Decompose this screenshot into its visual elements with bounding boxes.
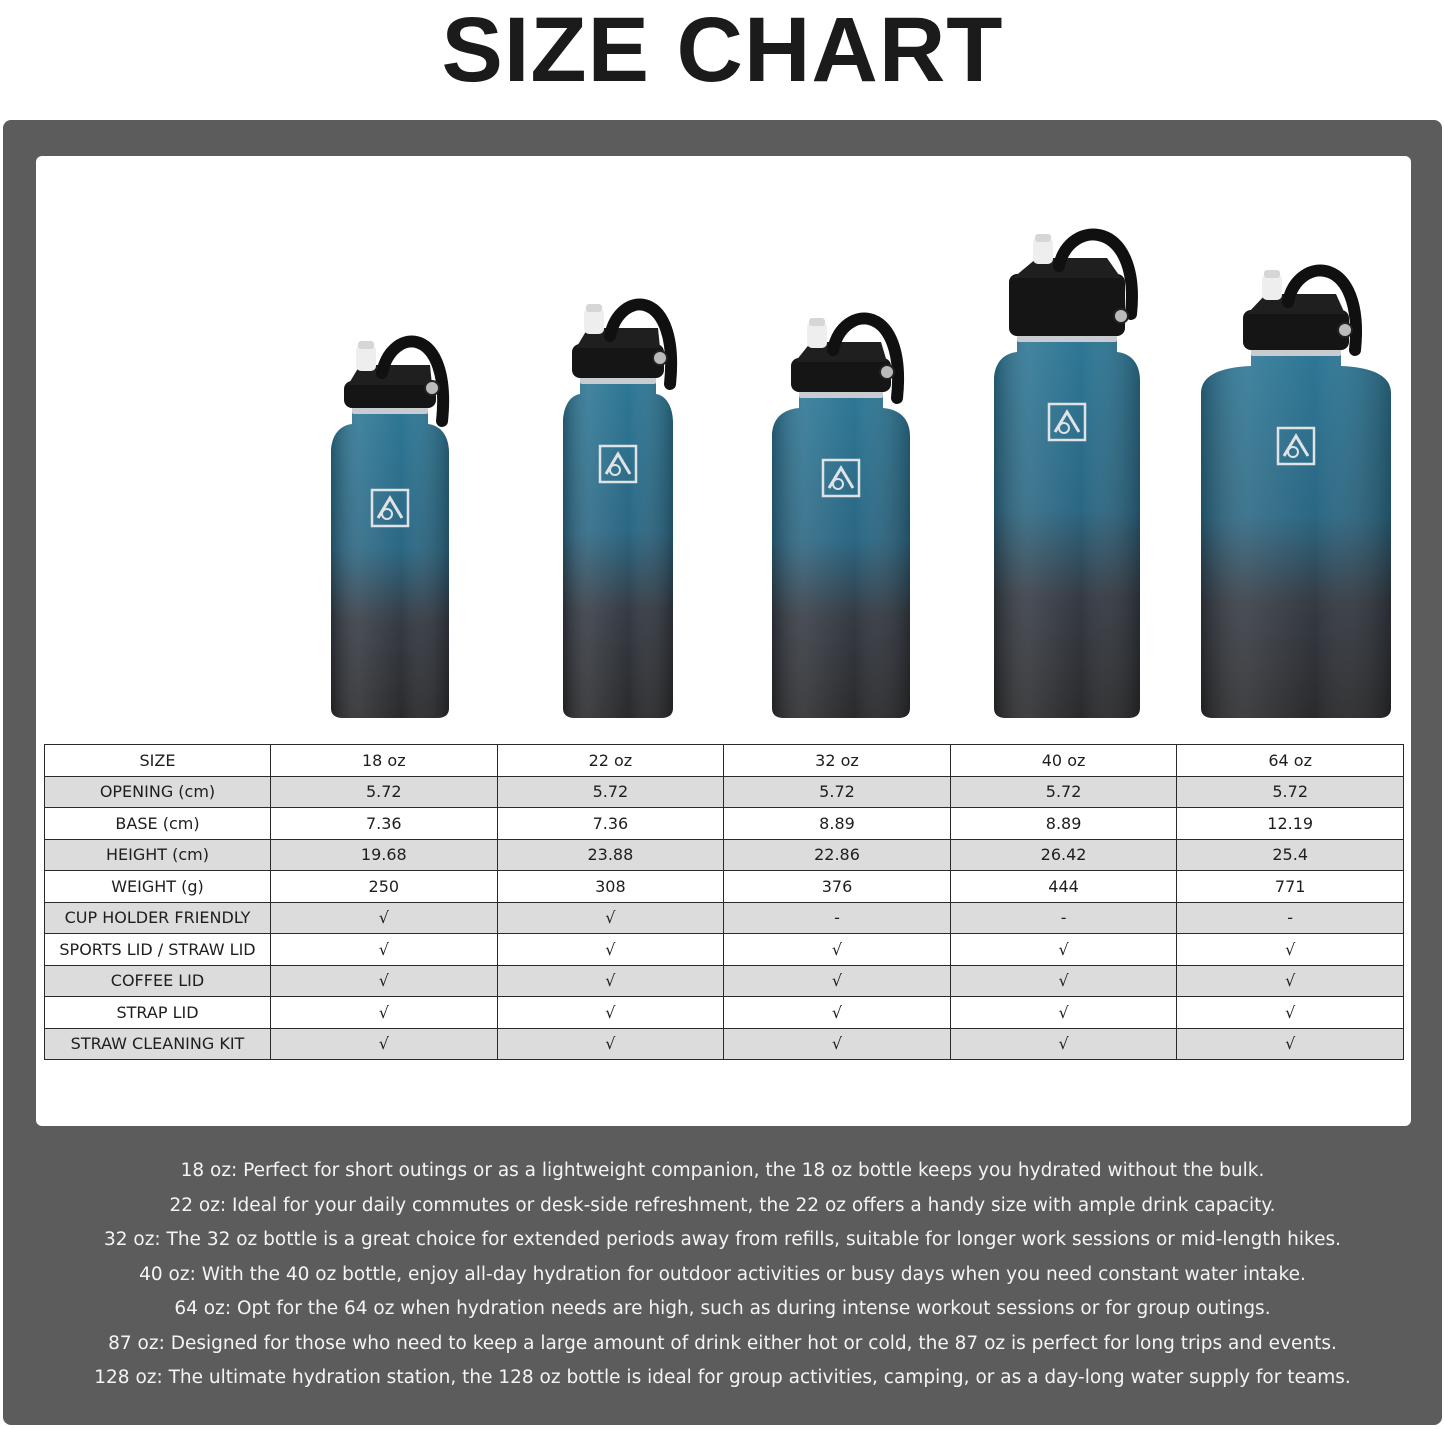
table-cell: 8.89 [950, 808, 1177, 840]
table-cell: √ [724, 965, 951, 997]
table-cell: √ [724, 934, 951, 966]
size-notes [3, 1154, 1442, 1396]
table-cell: 250 [271, 871, 498, 903]
table-cell: - [1177, 902, 1404, 934]
table-cell: √ [1177, 1028, 1404, 1060]
table-cell: √ [1177, 965, 1404, 997]
row-label-cell: STRAP LID [45, 997, 271, 1029]
table-cell: 376 [724, 871, 951, 903]
table-cell: √ [950, 997, 1177, 1029]
spec-table [44, 744, 1404, 1060]
table-cell: √ [497, 902, 724, 934]
size-note: 40 oz: With the 40 oz bottle, enjoy all-day hydration for outdoor activities or busy days when you need constant water intake. [139, 1263, 1306, 1285]
bottle-image [563, 304, 673, 718]
bottle-image [331, 341, 449, 718]
table-cell: √ [497, 997, 724, 1029]
table-cell: 444 [950, 871, 1177, 903]
table-row [45, 776, 1404, 808]
row-label-cell: SPORTS LID / STRAW LID [45, 934, 271, 966]
table-cell: 5.72 [950, 776, 1177, 808]
table-row [45, 871, 1404, 903]
table-cell: 64 oz [1177, 745, 1404, 777]
table-cell: 5.72 [497, 776, 724, 808]
table-cell: √ [271, 965, 498, 997]
table-cell: √ [950, 965, 1177, 997]
size-note: 22 oz: Ideal for your daily commutes or desk-side refreshment, the 22 oz offers a handy size with ample drink capacity. [169, 1194, 1276, 1216]
table-cell: 5.72 [1177, 776, 1404, 808]
table-cell: 5.72 [271, 776, 498, 808]
size-chart-card [36, 156, 1411, 1126]
table-cell: √ [950, 1028, 1177, 1060]
row-label-cell: HEIGHT (cm) [45, 839, 271, 871]
table-cell: √ [950, 934, 1177, 966]
table-cell: √ [271, 1028, 498, 1060]
size-note: 32 oz: The 32 oz bottle is a great choice for extended periods away from refills, suitable for longer work sessions or mid-length hikes. [103, 1229, 1342, 1250]
table-cell: 19.68 [271, 839, 498, 871]
table-row [45, 934, 1404, 966]
table-cell: 771 [1177, 871, 1404, 903]
table-cell: √ [1177, 934, 1404, 966]
table-cell: - [950, 902, 1177, 934]
table-header-row [45, 745, 1404, 777]
size-note: 64 oz: Opt for the 64 oz when hydration needs are high, such as during intense workout sessions or for group outings. [174, 1298, 1271, 1319]
table-cell: 32 oz [724, 745, 951, 777]
row-label-cell: STRAW CLEANING KIT [45, 1028, 271, 1060]
table-cell: √ [497, 934, 724, 966]
size-chart-panel [3, 120, 1442, 1425]
table-cell: 25.4 [1177, 839, 1404, 871]
bottle-image [772, 318, 910, 718]
table-row [45, 839, 1404, 871]
table-cell: 23.88 [497, 839, 724, 871]
table-row [45, 808, 1404, 840]
table-cell: 22.86 [724, 839, 951, 871]
table-cell: 40 oz [950, 745, 1177, 777]
bottle-image [1201, 270, 1391, 718]
row-label-cell: BASE (cm) [45, 808, 271, 840]
row-label-cell: SIZE [45, 745, 271, 777]
size-note: 128 oz: The ultimate hydration station, the 128 oz bottle is ideal for group activities, camping, or as a day-long water supply for teams. [94, 1367, 1351, 1388]
bottle-image [994, 234, 1140, 718]
table-cell: √ [1177, 997, 1404, 1029]
table-cell: 22 oz [497, 745, 724, 777]
table-cell: 26.42 [950, 839, 1177, 871]
table-cell: 5.72 [724, 776, 951, 808]
table-cell: 7.36 [497, 808, 724, 840]
table-cell: 7.36 [271, 808, 498, 840]
table-cell: 12.19 [1177, 808, 1404, 840]
table-cell: 308 [497, 871, 724, 903]
table-row [45, 1028, 1404, 1060]
row-label-cell: COFFEE LID [45, 965, 271, 997]
table-cell: √ [724, 1028, 951, 1060]
row-label-cell: WEIGHT (g) [45, 871, 271, 903]
size-note: 87 oz: Designed for those who need to keep a large amount of drink either hot or cold, the 87 oz is perfect for long trips and events. [108, 1332, 1337, 1354]
table-cell: 18 oz [271, 745, 498, 777]
table-cell: - [724, 902, 951, 934]
size-note: 18 oz: Perfect for short outings or as a lightweight companion, the 18 oz bottle keeps you hydrated without the bulk. [180, 1160, 1265, 1181]
table-cell: √ [497, 1028, 724, 1060]
table-row [45, 902, 1404, 934]
table-cell: 8.89 [724, 808, 951, 840]
table-row [45, 965, 1404, 997]
row-label-cell: CUP HOLDER FRIENDLY [45, 902, 271, 934]
table-cell: √ [724, 997, 951, 1029]
table-row [45, 997, 1404, 1029]
page-title: SIZE CHART [441, 0, 1004, 101]
row-label-cell: OPENING (cm) [45, 776, 271, 808]
table-cell: √ [271, 902, 498, 934]
table-cell: √ [271, 997, 498, 1029]
bottle-lineup-illustration [36, 156, 1411, 746]
table-cell: √ [271, 934, 498, 966]
table-cell: √ [497, 965, 724, 997]
bottle-lineup [36, 156, 1411, 746]
